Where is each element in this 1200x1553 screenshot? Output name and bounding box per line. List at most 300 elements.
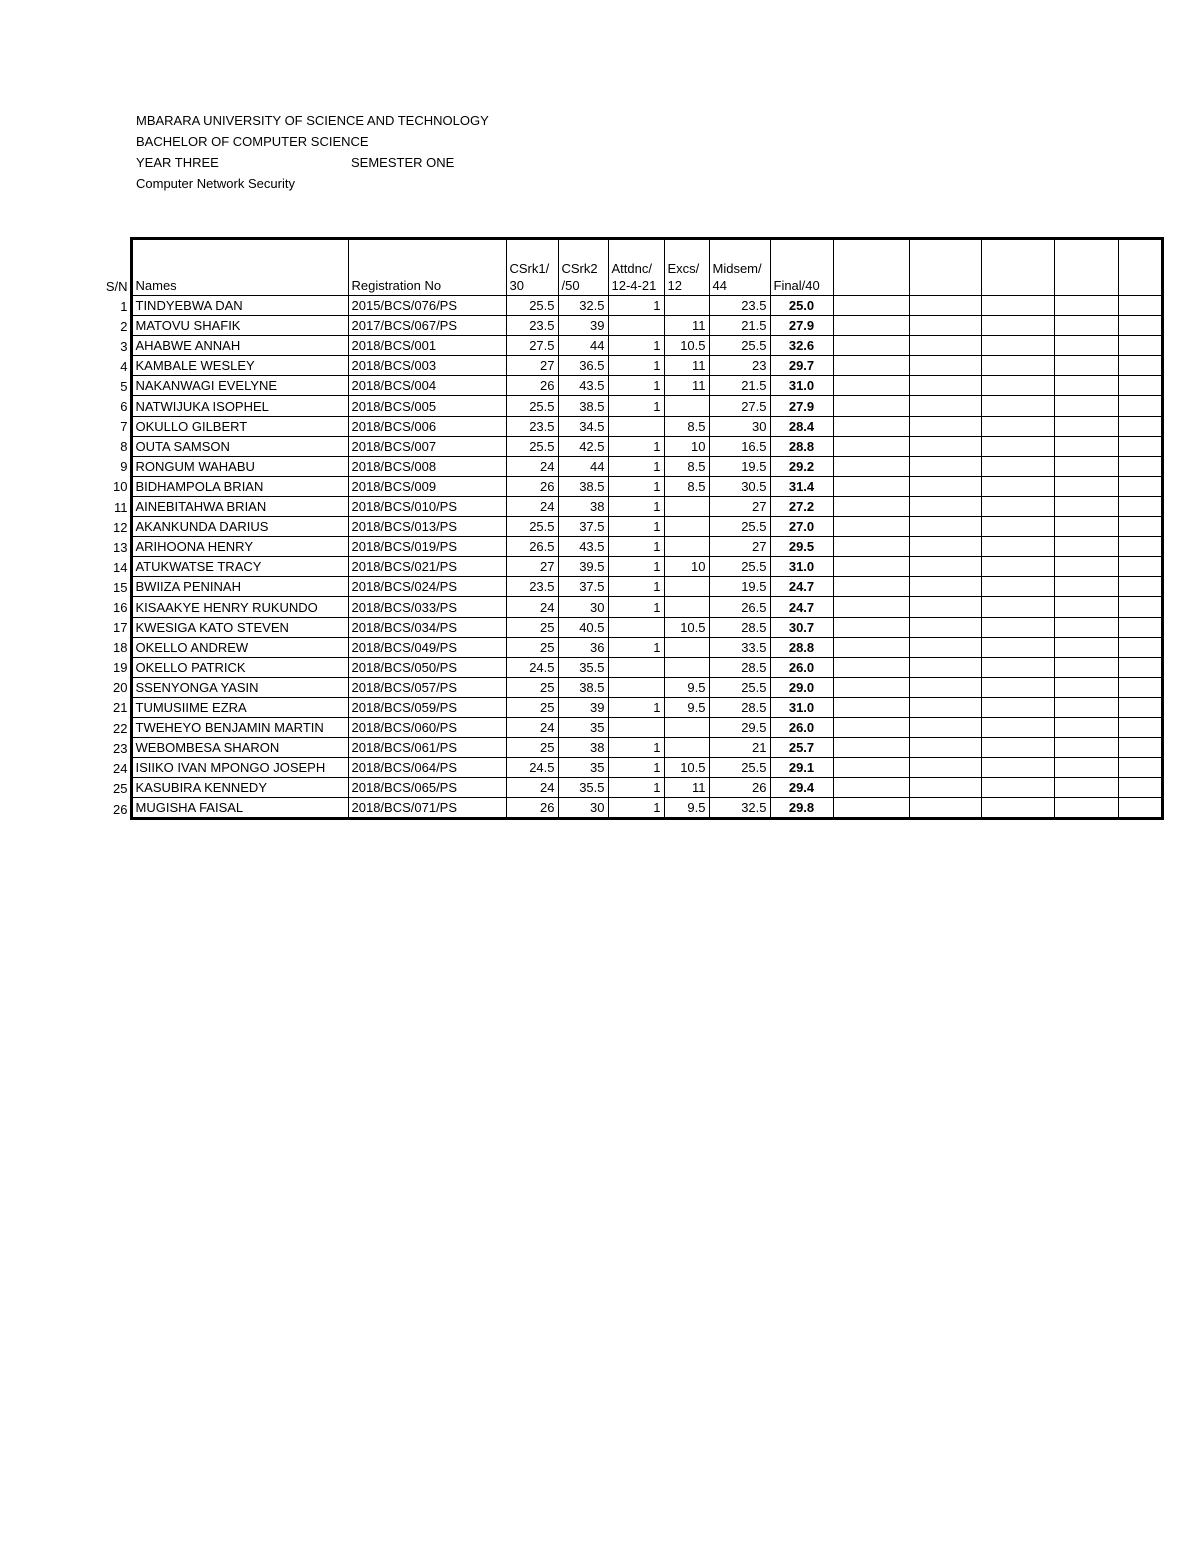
- blank-cell: [1054, 738, 1118, 758]
- blank-cell: [1054, 778, 1118, 798]
- blank-header-cell: [1118, 239, 1162, 296]
- cell-name: OKELLO ANDREW: [131, 637, 348, 657]
- cell-cwk1: 23.5: [506, 577, 558, 597]
- cell-sn: 17: [113, 620, 128, 636]
- cell-attendance: 1: [608, 436, 664, 456]
- cell-midsem: 27.5: [709, 396, 770, 416]
- blank-cell: [833, 717, 909, 737]
- cell-name: OKELLO PATRICK: [131, 657, 348, 677]
- cell-cwk1: 25.5: [506, 517, 558, 537]
- blank-cell: [909, 517, 981, 537]
- cell-final: 28.8: [770, 436, 833, 456]
- cell-sn: 5: [120, 378, 128, 394]
- cell-sn: 25: [113, 780, 128, 796]
- cell-registration: 2018/BCS/010/PS: [348, 496, 506, 516]
- blank-cell: [981, 396, 1054, 416]
- blank-cell: [981, 697, 1054, 717]
- cell-cwk1: 24: [506, 456, 558, 476]
- cell-name: TINDYEBWA DAN: [131, 296, 348, 316]
- cell-exercises: 10.5: [664, 617, 709, 637]
- blank-cell: [909, 657, 981, 677]
- blank-cell: [1118, 396, 1162, 416]
- blank-cell: [909, 697, 981, 717]
- cell-midsem: 33.5: [709, 637, 770, 657]
- year-label: YEAR THREE: [136, 155, 219, 170]
- blank-cell: [981, 617, 1054, 637]
- cell-exercises: 11: [664, 778, 709, 798]
- cell-sn: 11: [114, 499, 128, 515]
- blank-cell: [1118, 496, 1162, 516]
- blank-cell: [1054, 517, 1118, 537]
- blank-cell: [909, 758, 981, 778]
- cell-exercises: 11: [664, 376, 709, 396]
- blank-cell: [1118, 617, 1162, 637]
- cell-midsem: 25.5: [709, 557, 770, 577]
- blank-cell: [981, 557, 1054, 577]
- blank-cell: [1054, 557, 1118, 577]
- cell-final: 25.7: [770, 738, 833, 758]
- cell-midsem: 27: [709, 496, 770, 516]
- blank-cell: [909, 778, 981, 798]
- cell-attendance: [608, 617, 664, 637]
- cell-registration: 2018/BCS/049/PS: [348, 637, 506, 657]
- blank-cell: [981, 517, 1054, 537]
- blank-cell: [909, 717, 981, 737]
- cell-attendance: [608, 316, 664, 336]
- cell-cwk2: 35: [558, 758, 608, 778]
- cell-exercises: 10: [664, 557, 709, 577]
- blank-cell: [1118, 798, 1162, 819]
- table-row: [96, 296, 1162, 316]
- cell-registration: 2018/BCS/033/PS: [348, 597, 506, 617]
- blank-cell: [833, 456, 909, 476]
- cell-registration: 2018/BCS/003: [348, 356, 506, 376]
- blank-cell: [1118, 296, 1162, 316]
- cell-attendance: [608, 416, 664, 436]
- cell-registration: 2018/BCS/061/PS: [348, 738, 506, 758]
- cell-cwk1: 25: [506, 637, 558, 657]
- blank-cell: [909, 336, 981, 356]
- blank-cell: [909, 496, 981, 516]
- col-header-registration: Registration No: [348, 239, 506, 296]
- cell-name: AKANKUNDA DARIUS: [131, 517, 348, 537]
- cell-exercises: [664, 738, 709, 758]
- cell-attendance: 1: [608, 517, 664, 537]
- cell-name: TUMUSIIME EZRA: [131, 697, 348, 717]
- cell-midsem: 25.5: [709, 758, 770, 778]
- cell-final: 27.0: [770, 517, 833, 537]
- cell-attendance: 1: [608, 296, 664, 316]
- cell-attendance: 1: [608, 697, 664, 717]
- cell-registration: 2017/BCS/067/PS: [348, 316, 506, 336]
- cell-name: ARIHOONA HENRY: [131, 537, 348, 557]
- blank-cell: [981, 496, 1054, 516]
- table-row: [96, 517, 1162, 537]
- blank-cell: [833, 758, 909, 778]
- cell-registration: 2018/BCS/034/PS: [348, 617, 506, 637]
- grades-table: [96, 237, 1164, 820]
- cell-cwk2: 35: [558, 717, 608, 737]
- semester-label: SEMESTER ONE: [351, 155, 455, 170]
- cell-midsem: 19.5: [709, 577, 770, 597]
- cell-name: BIDHAMPOLA BRIAN: [131, 476, 348, 496]
- cell-sn: 19: [113, 660, 128, 676]
- cell-cwk2: 42.5: [558, 436, 608, 456]
- cell-cwk1: 25.5: [506, 396, 558, 416]
- cell-attendance: 1: [608, 356, 664, 376]
- blank-cell: [909, 396, 981, 416]
- cell-sn: 22: [113, 720, 128, 736]
- cell-attendance: [608, 677, 664, 697]
- cell-sn: 24: [113, 760, 128, 776]
- blank-cell: [909, 416, 981, 436]
- cell-exercises: [664, 396, 709, 416]
- cell-sn: 26: [113, 801, 128, 817]
- cell-registration: 2018/BCS/050/PS: [348, 657, 506, 677]
- blank-cell: [833, 657, 909, 677]
- table-row: [96, 637, 1162, 657]
- cell-midsem: 25.5: [709, 677, 770, 697]
- cell-cwk2: 36.5: [558, 356, 608, 376]
- cell-cwk2: 30: [558, 798, 608, 819]
- cell-name: NATWIJUKA ISOPHEL: [131, 396, 348, 416]
- table-row: [96, 758, 1162, 778]
- blank-cell: [1054, 697, 1118, 717]
- cell-attendance: 1: [608, 637, 664, 657]
- blank-cell: [1118, 336, 1162, 356]
- blank-cell: [833, 396, 909, 416]
- cell-final: 30.7: [770, 617, 833, 637]
- blank-cell: [1118, 697, 1162, 717]
- table-row: [96, 657, 1162, 677]
- blank-cell: [981, 738, 1054, 758]
- cell-midsem: 28.5: [709, 697, 770, 717]
- cell-final: 28.4: [770, 416, 833, 436]
- cell-attendance: 1: [608, 778, 664, 798]
- blank-cell: [981, 336, 1054, 356]
- cell-cwk1: 27: [506, 557, 558, 577]
- cell-cwk2: 32.5: [558, 296, 608, 316]
- cell-attendance: 1: [608, 396, 664, 416]
- cell-exercises: 11: [664, 356, 709, 376]
- blank-cell: [1118, 758, 1162, 778]
- cell-registration: 2018/BCS/024/PS: [348, 577, 506, 597]
- blank-cell: [981, 657, 1054, 677]
- cell-midsem: 27: [709, 537, 770, 557]
- cell-attendance: [608, 657, 664, 677]
- table-row: [96, 738, 1162, 758]
- cell-name: ATUKWATSE TRACY: [131, 557, 348, 577]
- cell-cwk1: 25: [506, 738, 558, 758]
- blank-cell: [1118, 376, 1162, 396]
- blank-cell: [1118, 637, 1162, 657]
- cell-final: 31.4: [770, 476, 833, 496]
- blank-header-cell: [981, 239, 1054, 296]
- cell-sn: 10: [113, 479, 128, 495]
- cell-final: 29.0: [770, 677, 833, 697]
- cell-attendance: 1: [608, 577, 664, 597]
- blank-cell: [833, 778, 909, 798]
- cell-sn: 9: [120, 459, 128, 475]
- cell-midsem: 32.5: [709, 798, 770, 819]
- blank-cell: [1118, 316, 1162, 336]
- cell-registration: 2018/BCS/006: [348, 416, 506, 436]
- cell-final: 31.0: [770, 697, 833, 717]
- cell-exercises: 8.5: [664, 456, 709, 476]
- blank-cell: [981, 436, 1054, 456]
- cell-final: 28.8: [770, 637, 833, 657]
- cell-exercises: 11: [664, 316, 709, 336]
- cell-attendance: 1: [608, 537, 664, 557]
- cell-cwk1: 23.5: [506, 416, 558, 436]
- blank-cell: [909, 356, 981, 376]
- cell-registration: 2018/BCS/064/PS: [348, 758, 506, 778]
- blank-cell: [981, 356, 1054, 376]
- table-row: [96, 537, 1162, 557]
- cell-name: OUTA SAMSON: [131, 436, 348, 456]
- blank-cell: [909, 537, 981, 557]
- cell-midsem: 23: [709, 356, 770, 376]
- cell-final: 29.2: [770, 456, 833, 476]
- table-row: [96, 597, 1162, 617]
- cell-name: KWESIGA KATO STEVEN: [131, 617, 348, 637]
- cell-sn: 18: [113, 640, 128, 656]
- cell-name: MATOVU SHAFIK: [131, 316, 348, 336]
- cell-final: 27.2: [770, 496, 833, 516]
- blank-cell: [833, 537, 909, 557]
- cell-final: 29.7: [770, 356, 833, 376]
- table-row: [96, 557, 1162, 577]
- cell-final: 29.8: [770, 798, 833, 819]
- cell-cwk1: 26: [506, 798, 558, 819]
- cell-final: 29.4: [770, 778, 833, 798]
- cell-cwk2: 38.5: [558, 476, 608, 496]
- blank-cell: [981, 296, 1054, 316]
- blank-cell: [833, 577, 909, 597]
- cell-final: 31.0: [770, 557, 833, 577]
- cell-sn: 6: [120, 399, 128, 415]
- cell-final: 24.7: [770, 577, 833, 597]
- cell-exercises: [664, 637, 709, 657]
- blank-cell: [1054, 416, 1118, 436]
- cell-cwk1: 25: [506, 697, 558, 717]
- col-header-attendance: Attdnc/ 12-4-21: [608, 239, 664, 296]
- cell-midsem: 21.5: [709, 316, 770, 336]
- cell-name: KISAAKYE HENRY RUKUNDO: [131, 597, 348, 617]
- table-row: [96, 396, 1162, 416]
- cell-exercises: 9.5: [664, 798, 709, 819]
- cell-cwk1: 27: [506, 356, 558, 376]
- cell-cwk1: 25: [506, 677, 558, 697]
- blank-cell: [1054, 336, 1118, 356]
- blank-cell: [1054, 496, 1118, 516]
- cell-sn: 23: [113, 740, 128, 756]
- blank-cell: [833, 798, 909, 819]
- cell-name: AINEBITAHWA BRIAN: [131, 496, 348, 516]
- blank-cell: [833, 476, 909, 496]
- cell-exercises: [664, 517, 709, 537]
- cell-sn: 21: [113, 700, 128, 716]
- cell-attendance: 1: [608, 376, 664, 396]
- blank-cell: [833, 677, 909, 697]
- cell-midsem: 28.5: [709, 617, 770, 637]
- cell-registration: 2018/BCS/007: [348, 436, 506, 456]
- cell-final: 27.9: [770, 316, 833, 336]
- table-row: [96, 717, 1162, 737]
- blank-cell: [1054, 657, 1118, 677]
- cell-name: KAMBALE WESLEY: [131, 356, 348, 376]
- blank-cell: [981, 758, 1054, 778]
- blank-cell: [909, 617, 981, 637]
- cell-exercises: [664, 577, 709, 597]
- cell-final: 31.0: [770, 376, 833, 396]
- cell-cwk2: 38: [558, 496, 608, 516]
- col-header-final: Final/40: [770, 239, 833, 296]
- cell-sn: 16: [113, 600, 128, 615]
- cell-cwk1: 24.5: [506, 758, 558, 778]
- blank-cell: [833, 316, 909, 336]
- blank-cell: [1118, 577, 1162, 597]
- blank-cell: [833, 376, 909, 396]
- blank-cell: [1054, 476, 1118, 496]
- cell-cwk1: 27.5: [506, 336, 558, 356]
- cell-cwk2: 39: [558, 697, 608, 717]
- cell-name: KASUBIRA KENNEDY: [131, 778, 348, 798]
- cell-sn: 12: [113, 519, 128, 535]
- cell-midsem: 25.5: [709, 336, 770, 356]
- cell-attendance: 1: [608, 798, 664, 819]
- col-header-cwk2: CSrk2 /50: [558, 239, 608, 296]
- blank-cell: [981, 717, 1054, 737]
- cell-name: ISIIKO IVAN MPONGO JOSEPH: [131, 758, 348, 778]
- table-row: [96, 376, 1162, 396]
- cell-sn: 7: [120, 419, 128, 435]
- blank-cell: [833, 637, 909, 657]
- blank-cell: [833, 416, 909, 436]
- cell-name: SSENYONGA YASIN: [131, 677, 348, 697]
- blank-header-cell: [1054, 239, 1118, 296]
- cell-cwk2: 37.5: [558, 577, 608, 597]
- blank-cell: [1054, 717, 1118, 737]
- cell-sn: 1: [120, 298, 128, 314]
- cell-midsem: 21: [709, 738, 770, 758]
- cell-cwk1: 24.5: [506, 657, 558, 677]
- cell-cwk2: 39.5: [558, 557, 608, 577]
- cell-midsem: 25.5: [709, 517, 770, 537]
- blank-cell: [1118, 476, 1162, 496]
- blank-cell: [833, 517, 909, 537]
- blank-cell: [981, 577, 1054, 597]
- cell-exercises: 9.5: [664, 677, 709, 697]
- blank-header-cell: [909, 239, 981, 296]
- blank-cell: [981, 376, 1054, 396]
- cell-attendance: 1: [608, 496, 664, 516]
- cell-registration: 2018/BCS/005: [348, 396, 506, 416]
- cell-cwk2: 39: [558, 316, 608, 336]
- cell-registration: 2018/BCS/013/PS: [348, 517, 506, 537]
- cell-registration: 2018/BCS/019/PS: [348, 537, 506, 557]
- blank-cell: [1118, 436, 1162, 456]
- table-row: [96, 456, 1162, 476]
- cell-cwk1: 25.5: [506, 436, 558, 456]
- col-header-cwk1: CSrk1/ 30: [506, 239, 558, 296]
- blank-cell: [1118, 456, 1162, 476]
- cell-exercises: [664, 537, 709, 557]
- cell-cwk1: 24: [506, 778, 558, 798]
- blank-cell: [833, 697, 909, 717]
- blank-cell: [833, 557, 909, 577]
- blank-cell: [981, 798, 1054, 819]
- cell-name: TWEHEYO BENJAMIN MARTIN: [131, 717, 348, 737]
- cell-cwk2: 37.5: [558, 517, 608, 537]
- blank-cell: [909, 637, 981, 657]
- blank-cell: [1054, 456, 1118, 476]
- grade-rows: [96, 296, 1162, 819]
- blank-cell: [981, 537, 1054, 557]
- blank-cell: [981, 476, 1054, 496]
- cell-attendance: 1: [608, 476, 664, 496]
- blank-cell: [1118, 657, 1162, 677]
- cell-cwk2: 35.5: [558, 657, 608, 677]
- cell-exercises: 10: [664, 436, 709, 456]
- table-row: [96, 577, 1162, 597]
- cell-sn: 13: [113, 539, 128, 555]
- blank-cell: [1054, 637, 1118, 657]
- blank-cell: [909, 316, 981, 336]
- cell-final: 29.5: [770, 537, 833, 557]
- table-row: [96, 798, 1162, 819]
- cell-cwk1: 25.5: [506, 296, 558, 316]
- blank-cell: [1054, 677, 1118, 697]
- cell-cwk2: 38: [558, 738, 608, 758]
- cell-midsem: 26.5: [709, 597, 770, 617]
- blank-cell: [909, 476, 981, 496]
- cell-cwk2: 38.5: [558, 677, 608, 697]
- document-header: [136, 110, 489, 194]
- cell-exercises: [664, 496, 709, 516]
- blank-cell: [833, 496, 909, 516]
- cell-attendance: 1: [608, 456, 664, 476]
- cell-exercises: [664, 296, 709, 316]
- blank-cell: [833, 617, 909, 637]
- blank-cell: [1118, 677, 1162, 697]
- cell-cwk1: 23.5: [506, 316, 558, 336]
- cell-attendance: 1: [608, 738, 664, 758]
- cell-name: RONGUM WAHABU: [131, 456, 348, 476]
- blank-cell: [981, 637, 1054, 657]
- cell-cwk1: 26: [506, 476, 558, 496]
- blank-cell: [1118, 778, 1162, 798]
- cell-cwk2: 43.5: [558, 376, 608, 396]
- cell-midsem: 30.5: [709, 476, 770, 496]
- cell-name: MUGISHA FAISAL: [131, 798, 348, 819]
- blank-cell: [981, 456, 1054, 476]
- cell-final: 32.6: [770, 336, 833, 356]
- cell-midsem: 28.5: [709, 657, 770, 677]
- cell-exercises: [664, 717, 709, 737]
- blank-cell: [1054, 436, 1118, 456]
- cell-exercises: 10.5: [664, 336, 709, 356]
- blank-cell: [909, 456, 981, 476]
- cell-name: NAKANWAGI EVELYNE: [131, 376, 348, 396]
- cell-final: 27.9: [770, 396, 833, 416]
- cell-registration: 2018/BCS/008: [348, 456, 506, 476]
- cell-exercises: [664, 657, 709, 677]
- cell-cwk2: 40.5: [558, 617, 608, 637]
- blank-cell: [981, 416, 1054, 436]
- cell-cwk2: 36: [558, 637, 608, 657]
- cell-registration: 2015/BCS/076/PS: [348, 296, 506, 316]
